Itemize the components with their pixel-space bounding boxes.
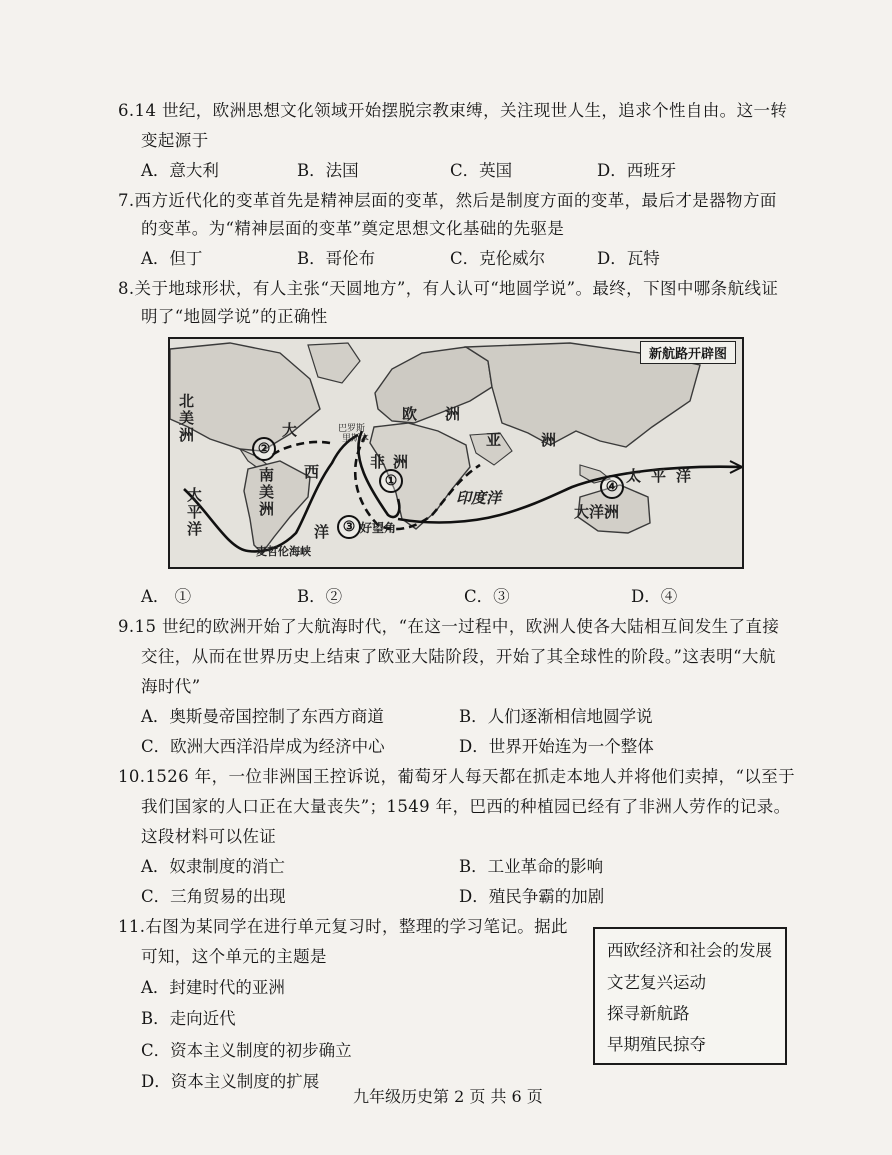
label-pacific-right: 太平洋 [626, 467, 702, 485]
label-asia: 亚洲 [486, 431, 597, 449]
label-port-lisbon: 里斯本 [342, 434, 370, 444]
question-10-option-c: C．三角贸易的出现 [141, 887, 286, 906]
label-europe: 欧洲 [402, 405, 489, 423]
question-11-option-a: A．封建时代的亚洲 [141, 978, 285, 997]
question-8-option-d: D．④ [631, 587, 678, 606]
label-atlantic-yang: 洋 [314, 523, 330, 541]
label-indian-ocean: 印度洋 [456, 489, 502, 507]
note-item: 文艺复兴运动 [607, 973, 706, 992]
question-10-option-b: B．工业革命的影响 [459, 857, 604, 876]
question-7-stem-line2: 的变革。为“精神层面的变革”奠定思想文化基础的先驱是 [141, 219, 565, 238]
question-6-stem-line2: 变起源于 [141, 131, 209, 150]
route-4-marker: ④ [600, 475, 624, 499]
question-8-option-b: B．② [297, 587, 343, 606]
label-north-america: 北美洲 [177, 393, 195, 444]
question-7-stem-line1: 7.西方近代化的变革首先是精神层面的变革，然后是制度方面的变革，最后才是器物方面 [118, 191, 777, 210]
question-9-option-d: D．世界开始连为一个整体 [459, 737, 654, 756]
question-9-stem-line2: 交往，从而在世界历史上结束了欧亚大陆阶段，开始了其全球性的阶段。”这表明“大航 [141, 647, 776, 666]
question-11-option-b: B．走向近代 [141, 1009, 236, 1028]
study-notes-box [593, 927, 787, 1065]
question-7-option-c: C．克伦威尔 [450, 249, 546, 268]
label-cape-of-good-hope: 好望角 [360, 521, 397, 535]
question-7-option-a: A．但丁 [141, 249, 203, 268]
label-south-america: 南美洲 [257, 467, 275, 518]
question-10-stem-line1: 10.1526 年，一位非洲国王控诉说，葡萄牙人每天都在抓走本地人并将他们卖掉，“以至于 [118, 767, 796, 786]
label-pacific-left: 太平洋 [185, 487, 203, 538]
new-sea-routes-map [168, 337, 744, 569]
question-10-stem-line2: 我们国家的人口正在大量丧失”；1549 年，巴西的种植园已经有了非洲人劳作的记录。 [141, 797, 791, 816]
note-item: 探寻新航路 [607, 1004, 690, 1023]
question-8-stem-line2: 明了“地圆学说”的正确性 [141, 307, 328, 326]
label-port-palos: 巴罗斯 [338, 424, 366, 434]
question-6-option-b: B．法国 [297, 161, 359, 180]
question-8-stem-line1: 8.关于地球形状，有人主张“天圆地方”，有人认可“地圆学说”。最终，下图中哪条航线证 [118, 279, 779, 298]
question-7-option-d: D．瓦特 [597, 249, 660, 268]
label-africa: 非洲 [370, 453, 417, 471]
question-9-option-a: A．奥斯曼帝国控制了东西方商道 [141, 707, 384, 726]
question-10-option-a: A．奴隶制度的消亡 [141, 857, 285, 876]
page-footer: 九年级历史第 2 页 共 6 页 [353, 1087, 543, 1106]
question-6-option-d: D．西班牙 [597, 161, 677, 180]
route-1-marker: ① [379, 469, 403, 493]
label-magellan-strait: 麦哲伦海峡 [256, 545, 311, 558]
label-atlantic-da: 大 [282, 421, 298, 439]
route-2-marker: ② [252, 437, 276, 461]
note-item: 西欧经济和社会的发展 [607, 941, 772, 960]
label-atlantic-xi: 西 [304, 463, 320, 481]
question-6-option-c: C．英国 [450, 161, 513, 180]
question-11-option-c: C．资本主义制度的初步确立 [141, 1041, 352, 1060]
question-10-stem-line3: 这段材料可以佐证 [141, 827, 277, 846]
question-9-stem-line1: 9.15 世纪的欧洲开始了大航海时代，“在这一过程中，欧洲人使各大陆相互间发生了直接 [118, 617, 780, 636]
question-8-option-c: C．③ [464, 587, 510, 606]
question-11-option-d: D．资本主义制度的扩展 [141, 1072, 320, 1091]
question-7-option-b: B．哥伦布 [297, 249, 376, 268]
question-11-stem-line2: 可知，这个单元的主题是 [141, 947, 327, 966]
note-item: 早期殖民掠夺 [607, 1035, 706, 1054]
route-3-marker: ③ [337, 515, 361, 539]
question-6-stem-line1: 6.14 世纪，欧洲思想文化领域开始摆脱宗教束缚，关注现世人生，追求个性自由。这一转 [118, 101, 788, 120]
question-10-option-d: D．殖民争霸的加剧 [459, 887, 605, 906]
map-title: 新航路开辟图 [640, 341, 736, 364]
question-9-option-b: B．人们逐渐相信地圆学说 [459, 707, 653, 726]
label-oceania: 大洋洲 [574, 503, 620, 521]
question-9-stem-line3: 海时代” [141, 677, 201, 696]
question-11-stem-line1: 11.右图为某同学在进行单元复习时，整理的学习笔记。据此 [118, 917, 568, 936]
question-9-option-c: C．欧洲大西洋沿岸成为经济中心 [141, 737, 385, 756]
question-6-option-a: A．意大利 [141, 161, 219, 180]
question-8-option-a: A． ① [141, 587, 192, 606]
